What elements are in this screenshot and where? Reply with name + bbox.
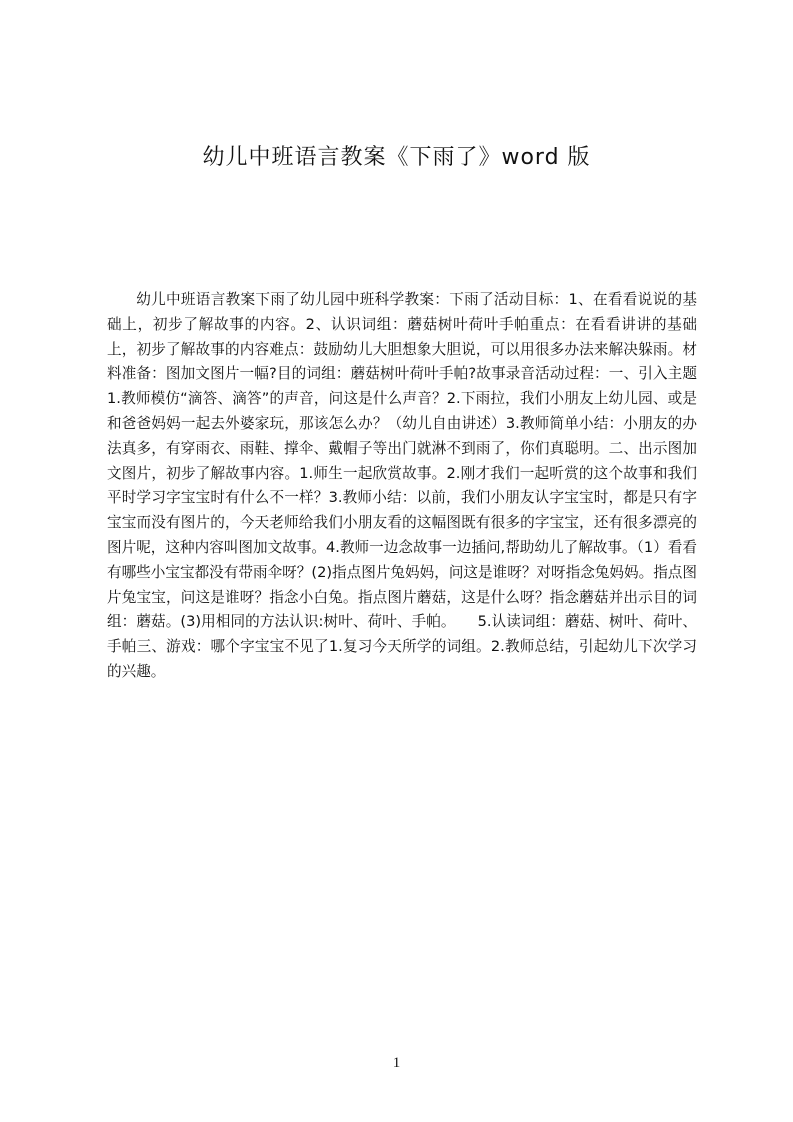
page-number: 1 [392, 1055, 401, 1071]
document-body: 幼儿中班语言教案下雨了幼儿园中班科学教案：下雨了活动目标：1、在看看说说的基础上，初步了解故事的内容。2、认识词组：蘑菇树叶荷叶手帕重点：在看看讲讲的基础上，初步了解故事的内容难点：鼓励幼儿大胆想象大胆说，可以用很多办法来解决躲雨。材料准备：图加文图片一幅?目的词组：蘑菇树叶荷叶手帕?故事录音活动过程：一、引入主题1.教师模仿“滴答、滴答”的声音，问这是什么声音？2.下雨拉，我们小朋友上幼儿园、或是和爸爸妈妈一起去外婆家玩，那该怎么办？（幼儿自由讲述）3.教师简单小结：小朋友的办法真多，有穿雨衣、雨鞋、撑伞、戴帽子等出门就淋不到雨了，你们真聪明。二、出示图加文图片，初步了解故事内容。1.师生一起欣赏故事。2.刚才我们一起听赏的这个故事和我们平时学习字宝宝时有什么不一样？3.教师小结：以前，我们小朋友认字宝宝时，都是只有字宝宝而没有图片的，今天老师给我们小朋友看的这幅图既有很多的字宝宝，还有很多漂亮的图片呢，这种内容叫图加文故事。4.教师一边念故事一边插问,帮助幼儿了解故事。（1）看看有哪些小宝宝都没有带雨伞呀？(2)指点图片兔妈妈，问这是谁呀？对呀指念兔妈妈。指点图片兔宝宝，问这是谁呀？指念小白兔。指点图片蘑菇，这是什么呀？指念蘑菇并出示目的词组：蘑菇。(3)用相同的方法认识:树叶、荷叶、手帕。 5.认读词组：蘑菇、树叶、荷叶、手帕三、游戏：哪个字宝宝不见了1.复习今天所学的词组。2.教师总结，引起幼儿下次学习的兴趣。 [107, 291, 697, 680]
document-title: 幼儿中班语言教案《下雨了》word 版 [202, 145, 591, 170]
